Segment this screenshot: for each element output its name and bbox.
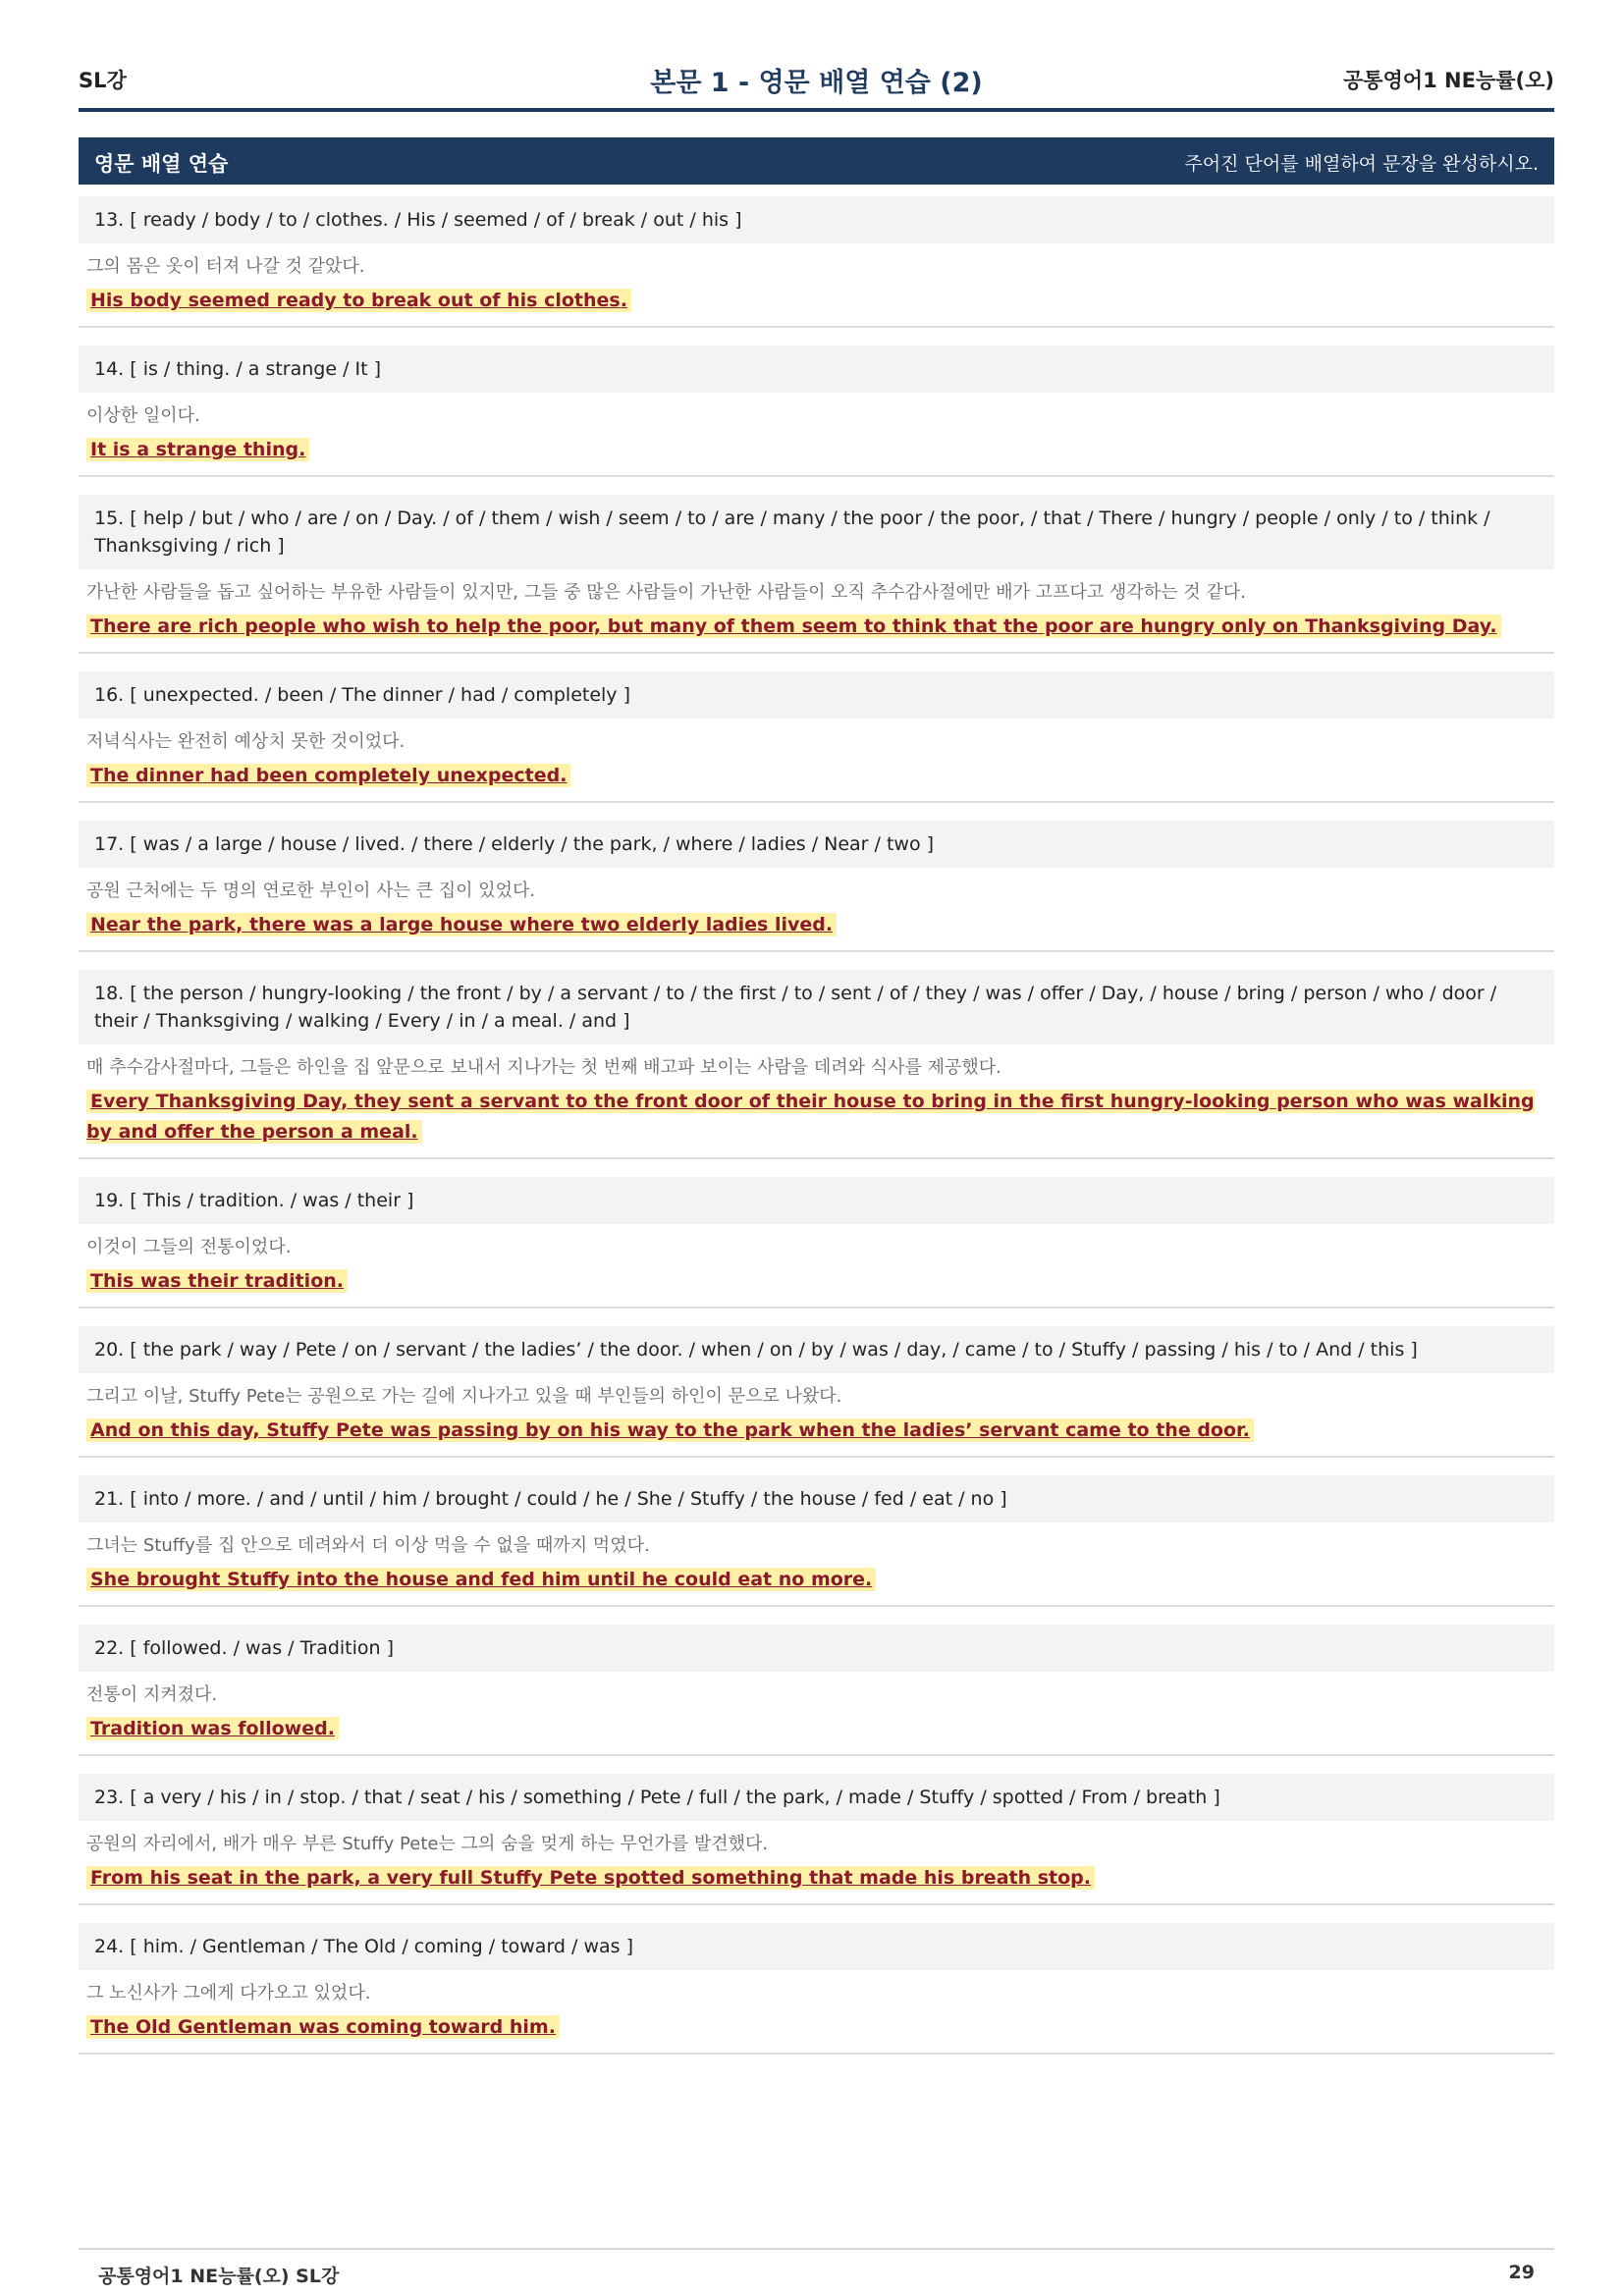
header-course-label: SL강 [79,69,127,92]
exercise-item-19 [79,1177,1554,1308]
exercise-item-23 [79,1774,1554,1905]
answer-sentence: Every Thanksgiving Day, they sent a servant to the front door of their house to bring in the first hungry-looking person who was walking by and offer the person a meal. [86,1091,1535,1143]
footer-label: 공통영어1 NE능률(오) SL강 [98,2266,340,2287]
word-bank: 18. [ the person / hungry-looking / the front / by / a servant / to / the first / to / sent / of / they / was / offer / Day, / house / bring / person / who / door / their / Thanksgiving / walking / Every / in / a meal. / and ] [79,970,1554,1044]
korean-translation: 매 추수감사절마다, 그들은 하인을 집 앞문으로 보내서 지나가는 첫 번째 배고파 보이는 사람을 데려와 식사를 제공했다. [86,1057,1001,1078]
korean-translation: 전통이 지켜졌다. [86,1684,218,1705]
answer-sentence: Tradition was followed. [86,1717,339,1740]
answer-sentence: Near the park, there was a large house where two elderly ladies lived. [86,913,837,936]
word-bank: 13. [ ready / body / to / clothes. / His / seemed / of / break / out / his ] [79,196,1554,243]
korean-translation: 공원 근처에는 두 명의 연로한 부인이 사는 큰 집이 있었다. [86,881,536,901]
section-bar [79,137,1554,185]
section-instruction: 주어진 단어를 배열하여 문장을 완성하시오. [1184,153,1539,175]
answer-sentence: There are rich people who wish to help the poor, but many of them seem to think that the poor are hungry only on Thanksgiving Day. [86,614,1501,638]
exercise-item-16 [79,671,1554,803]
word-bank: 23. [ a very / his / in / stop. / that / seat / his / something / Pete / full / the park, / made / Stuffy / spotted / From / breath ] [79,1774,1554,1821]
word-bank: 21. [ into / more. / and / until / him / brought / could / he / She / Stuffy / the house / fed / eat / no ] [79,1475,1554,1522]
word-bank: 19. [ This / tradition. / was / their ] [79,1177,1554,1224]
korean-translation: 그녀는 Stuffy를 집 안으로 데려와서 더 이상 먹을 수 없을 때까지 먹였다. [86,1535,650,1556]
word-bank: 22. [ followed. / was / Tradition ] [79,1625,1554,1672]
korean-translation: 저녁식사는 완전히 예상치 못한 것이었다. [86,731,406,752]
page-header [79,61,1554,112]
exercise-item-24 [79,1923,1554,2055]
page-title: 본문 1 - 영문 배열 연습 (2) [650,68,983,98]
answer-sentence: From his seat in the park, a very full Stuffy Pete spotted something that made his breath stop. [86,1866,1095,1890]
word-bank: 16. [ unexpected. / been / The dinner / had / completely ] [79,671,1554,719]
word-bank: 24. [ him. / Gentleman / The Old / coming / toward / was ] [79,1923,1554,1970]
word-bank: 15. [ help / but / who / are / on / Day. / of / them / wish / seem / to / are / many / the poor / the poor, / that / There / hungry / people / only / to / think / Thanksgiving / rich ] [79,495,1554,569]
page-footer [79,2248,1554,2293]
answer-sentence: The Old Gentleman was coming toward him. [86,2015,560,2039]
page-number: 29 [1508,2262,1535,2283]
word-bank: 14. [ is / thing. / a strange / It ] [79,346,1554,393]
answer-sentence: And on this day, Stuffy Pete was passing by on his way to the park when the ladies’ servant came to the door. [86,1418,1254,1442]
exercise-item-17 [79,821,1554,952]
word-bank: 17. [ was / a large / house / lived. / there / elderly / the park, / where / ladies / Near / two ] [79,821,1554,868]
exercise-item-15 [79,495,1554,654]
answer-sentence: His body seemed ready to break out of his clothes. [86,289,631,312]
exercise-item-14 [79,346,1554,477]
exercise-list [79,196,1554,2072]
answer-sentence: It is a strange thing. [86,438,309,461]
exercise-item-20 [79,1326,1554,1458]
korean-translation: 그의 몸은 옷이 터져 나갈 것 같았다. [86,256,365,277]
exercise-item-21 [79,1475,1554,1607]
korean-translation: 공원의 자리에서, 배가 매우 부른 Stuffy Pete는 그의 숨을 멎게 하는 무언가를 발견했다. [86,1834,769,1854]
korean-translation: 이상한 일이다. [86,405,200,426]
korean-translation: 그리고 이날, Stuffy Pete는 공원으로 가는 길에 지나가고 있을 때 부인들의 하인이 문으로 나왔다. [86,1386,842,1407]
answer-sentence: She brought Stuffy into the house and fed him until he could eat no more. [86,1568,876,1591]
korean-translation: 가난한 사람들을 돕고 싶어하는 부유한 사람들이 있지만, 그들 중 많은 사람들이 가난한 사람들이 오직 추수감사절에만 배가 고프다고 생각하는 것 같다. [86,582,1246,603]
korean-translation: 이것이 그들의 전통이었다. [86,1237,292,1257]
exercise-item-22 [79,1625,1554,1756]
word-bank: 20. [ the park / way / Pete / on / servant / the ladies’ / the door. / when / on / by / was / day, / came / to / Stuffy / passing / his / to / And / this ] [79,1326,1554,1373]
exercise-item-13 [79,196,1554,328]
section-title: 영문 배열 연습 [94,152,229,176]
exercise-item-18 [79,970,1554,1159]
answer-sentence: This was their tradition. [86,1269,348,1293]
korean-translation: 그 노신사가 그에게 다가오고 있었다. [86,1983,371,2003]
answer-sentence: The dinner had been completely unexpected. [86,764,570,787]
header-textbook-label: 공통영어1 NE능률(오) [1342,69,1554,92]
